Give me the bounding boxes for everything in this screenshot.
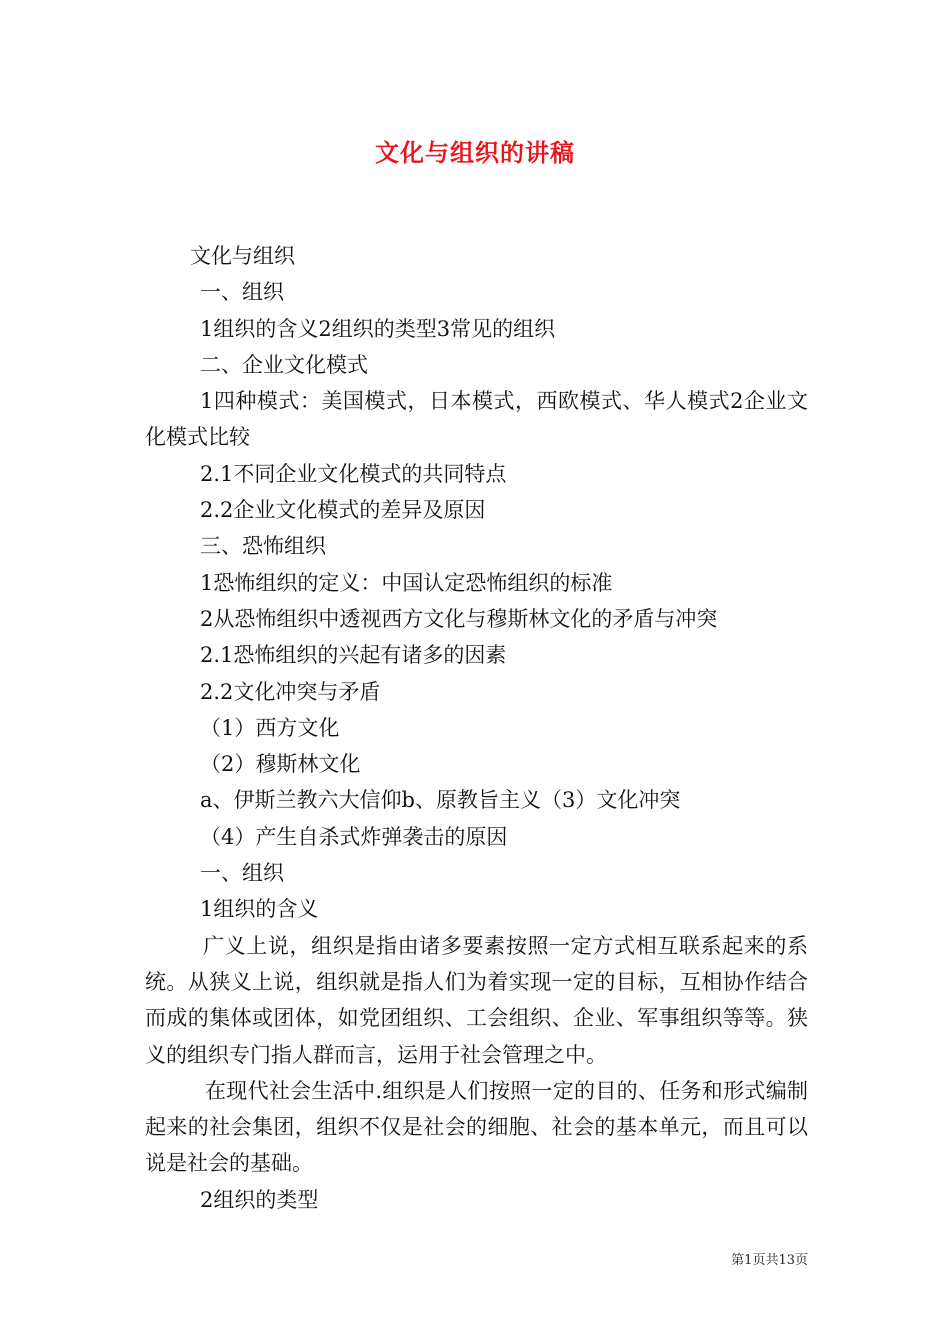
- paragraph: 一、组织: [200, 280, 284, 305]
- paragraph: 1组织的含义: [200, 897, 319, 922]
- paragraph: 三、恐怖组织: [200, 534, 326, 559]
- paragraph: 2.1恐怖组织的兴起有诸多的因素: [200, 643, 507, 668]
- page-number: 第1页共13页: [731, 1253, 808, 1268]
- paragraph: （4）产生自杀式炸弹袭击的原因: [200, 824, 508, 849]
- paragraph: 二、企业文化模式: [200, 352, 368, 377]
- document-title: 文化与组织的讲稿: [375, 138, 575, 167]
- paragraph: 1组织的含义2组织的类型3常见的组织: [200, 316, 556, 341]
- paragraph: 2.1不同企业文化模式的共同特点: [200, 461, 507, 486]
- paragraph: 1四种模式：美国模式，日本模式，西欧模式、华人模式2企业文化模式比较: [145, 389, 808, 450]
- document-body: [145, 238, 808, 1218]
- paragraph: 2组织的类型: [200, 1187, 319, 1212]
- paragraph: 广义上说，组织是指由诸多要素按照一定方式相互联系起来的系统。从狭义上说，组织就是指人们为着实现一定的目标，互相协作结合而成的集体或团体，如党团组织、工会组织、企业、军事组织等等。狭义的组织专门指人群而言，运用于社会管理之中。: [145, 933, 808, 1067]
- paragraph: 在现代社会生活中.组织是人们按照一定的目的、任务和形式编制起来的社会集团，组织不仅是社会的细胞、社会的基本单元，而且可以说是社会的基础。: [145, 1078, 808, 1176]
- paragraph: 文化与组织: [190, 244, 295, 268]
- paragraph: 1恐怖组织的定义：中国认定恐怖组织的标准: [200, 570, 613, 595]
- paragraph: a、伊斯兰教六大信仰b、原教旨主义（3）文化冲突: [200, 788, 681, 813]
- paragraph: 2.2文化冲突与矛盾: [200, 679, 381, 704]
- paragraph: 2从恐怖组织中透视西方文化与穆斯林文化的矛盾与冲突: [200, 606, 718, 631]
- paragraph: 一、组织: [200, 861, 284, 886]
- paragraph: （2）穆斯林文化: [200, 752, 361, 777]
- paragraph: 2.2企业文化模式的差异及原因: [200, 498, 486, 523]
- paragraph: （1）西方文化: [200, 715, 340, 740]
